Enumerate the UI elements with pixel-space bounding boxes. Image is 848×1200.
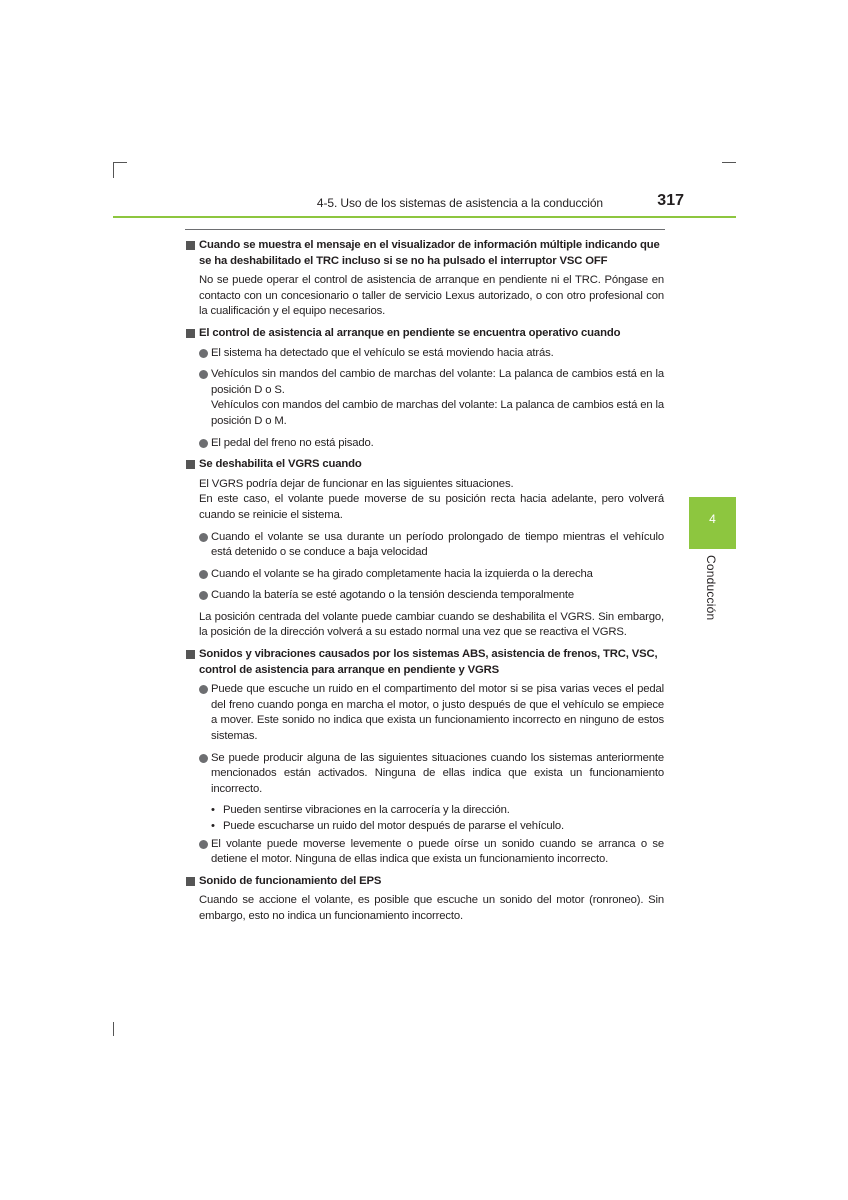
square-bullet-icon — [186, 877, 195, 886]
round-bullet-icon — [199, 754, 208, 763]
round-bullet-icon — [199, 840, 208, 849]
content-rule — [185, 229, 665, 230]
section-heading: Se deshabilita el VGRS cuando — [186, 457, 664, 473]
square-bullet-icon — [186, 329, 195, 338]
crop-mark — [113, 1022, 114, 1036]
list-item: Puede que escuche un ruido en el compartimento del motor si se pisa varias veces el pedal del freno cuando ponga en marcha el motor, o justo después de que el vehículo se empiece a mover. Este sonido no indica que exista un funcionamiento incorrecto en ninguno de estos sistemas. — [186, 682, 664, 744]
paragraph: El VGRS podría dejar de funcionar en las siguientes situaciones. En este caso, el volante puede moverse de su posición recta hacia adelante, pero volverá cuando se reinicie el sistema. — [199, 477, 664, 521]
round-bullet-icon — [199, 349, 208, 358]
list-item: Cuando el volante se usa durante un período prolongado de tiempo mientras el vehículo está detenido o se conduce a baja velocidad — [186, 530, 664, 561]
section-heading: Sonido de funcionamiento del EPS — [186, 874, 664, 890]
header-rule — [113, 216, 736, 218]
square-bullet-icon — [186, 241, 195, 250]
round-bullet-icon — [199, 685, 208, 694]
dot-bullet-icon: • — [211, 820, 215, 832]
paragraph: La posición centrada del volante puede cambiar cuando se deshabilita el VGRS. Sin embargo, la posición de la dirección volverá a su estado normal una vez que se reactiva el VGRS. — [199, 610, 664, 639]
crop-mark — [113, 162, 114, 178]
crop-mark — [113, 162, 127, 163]
section-heading: El control de asistencia al arranque en pendiente se encuentra operativo cuando — [186, 326, 664, 342]
page-content — [186, 238, 664, 931]
list-item: El volante puede moverse levemente o puede oírse un sonido cuando se arranca o se detiene el motor. Ninguna de ellas indica que exista un funcionamiento incorrecto. — [186, 837, 664, 868]
round-bullet-icon — [199, 533, 208, 542]
sub-list-item: • Pueden sentirse vibraciones en la carrocería y la dirección. — [186, 803, 664, 819]
round-bullet-icon — [199, 370, 208, 379]
round-bullet-icon — [199, 439, 208, 448]
list-item: Cuando la batería se esté agotando o la tensión descienda temporalmente — [186, 588, 664, 604]
round-bullet-icon — [199, 570, 208, 579]
square-bullet-icon — [186, 460, 195, 469]
page-number: 317 — [657, 192, 684, 209]
sub-list — [186, 803, 664, 834]
sub-list-item: • Puede escucharse un ruido del motor después de pararse el vehículo. — [186, 819, 664, 835]
section-heading: Sonidos y vibraciones causados por los sistemas ABS, asistencia de frenos, TRC, VSC, control de asistencia para arranque en pendiente y VGRS — [186, 647, 664, 678]
list-item: Cuando el volante se ha girado completamente hacia la izquierda o la derecha — [186, 567, 664, 583]
square-bullet-icon — [186, 650, 195, 659]
chapter-label: Conducción — [704, 555, 718, 621]
list-item: El sistema ha detectado que el vehículo se está moviendo hacia atrás. — [186, 346, 664, 362]
dot-bullet-icon: • — [211, 804, 215, 817]
chapter-tab: 4 — [689, 497, 736, 549]
list-item: El pedal del freno no está pisado. — [186, 436, 664, 452]
round-bullet-icon — [199, 591, 208, 600]
section-title: 4-5. Uso de los sistemas de asistencia a la conducción — [316, 196, 603, 210]
crop-mark — [722, 162, 736, 163]
paragraph: No se puede operar el control de asistencia de arranque en pendiente ni el TRC. Póngase en contacto con un concesionario o taller de servicio Lexus autorizado, o con otro profesional con la cualificación y el equipo necesarios. — [199, 274, 664, 318]
list-item: Se puede producir alguna de las siguientes situaciones cuando los sistemas anteriormente mencionados están activados. Ninguna de ellas indica que exista un funcionamiento incorrecto. — [186, 751, 664, 798]
list-item: Vehículos sin mandos del cambio de marchas del volante: La palanca de cambios está en la posición D o S. Vehículos con mandos del cambio de marchas del volante: La palanca de cambios está en la posición D o M. — [186, 367, 664, 429]
paragraph: Cuando se accione el volante, es posible que escuche un sonido del motor (ronroneo). Sin embargo, esto no indica un funcionamiento incorrecto. — [199, 894, 664, 922]
section-heading: Cuando se muestra el mensaje en el visualizador de información múltiple indicando que se ha deshabilitado el TRC incluso si se no ha pulsado el interruptor VSC OFF — [186, 238, 664, 269]
